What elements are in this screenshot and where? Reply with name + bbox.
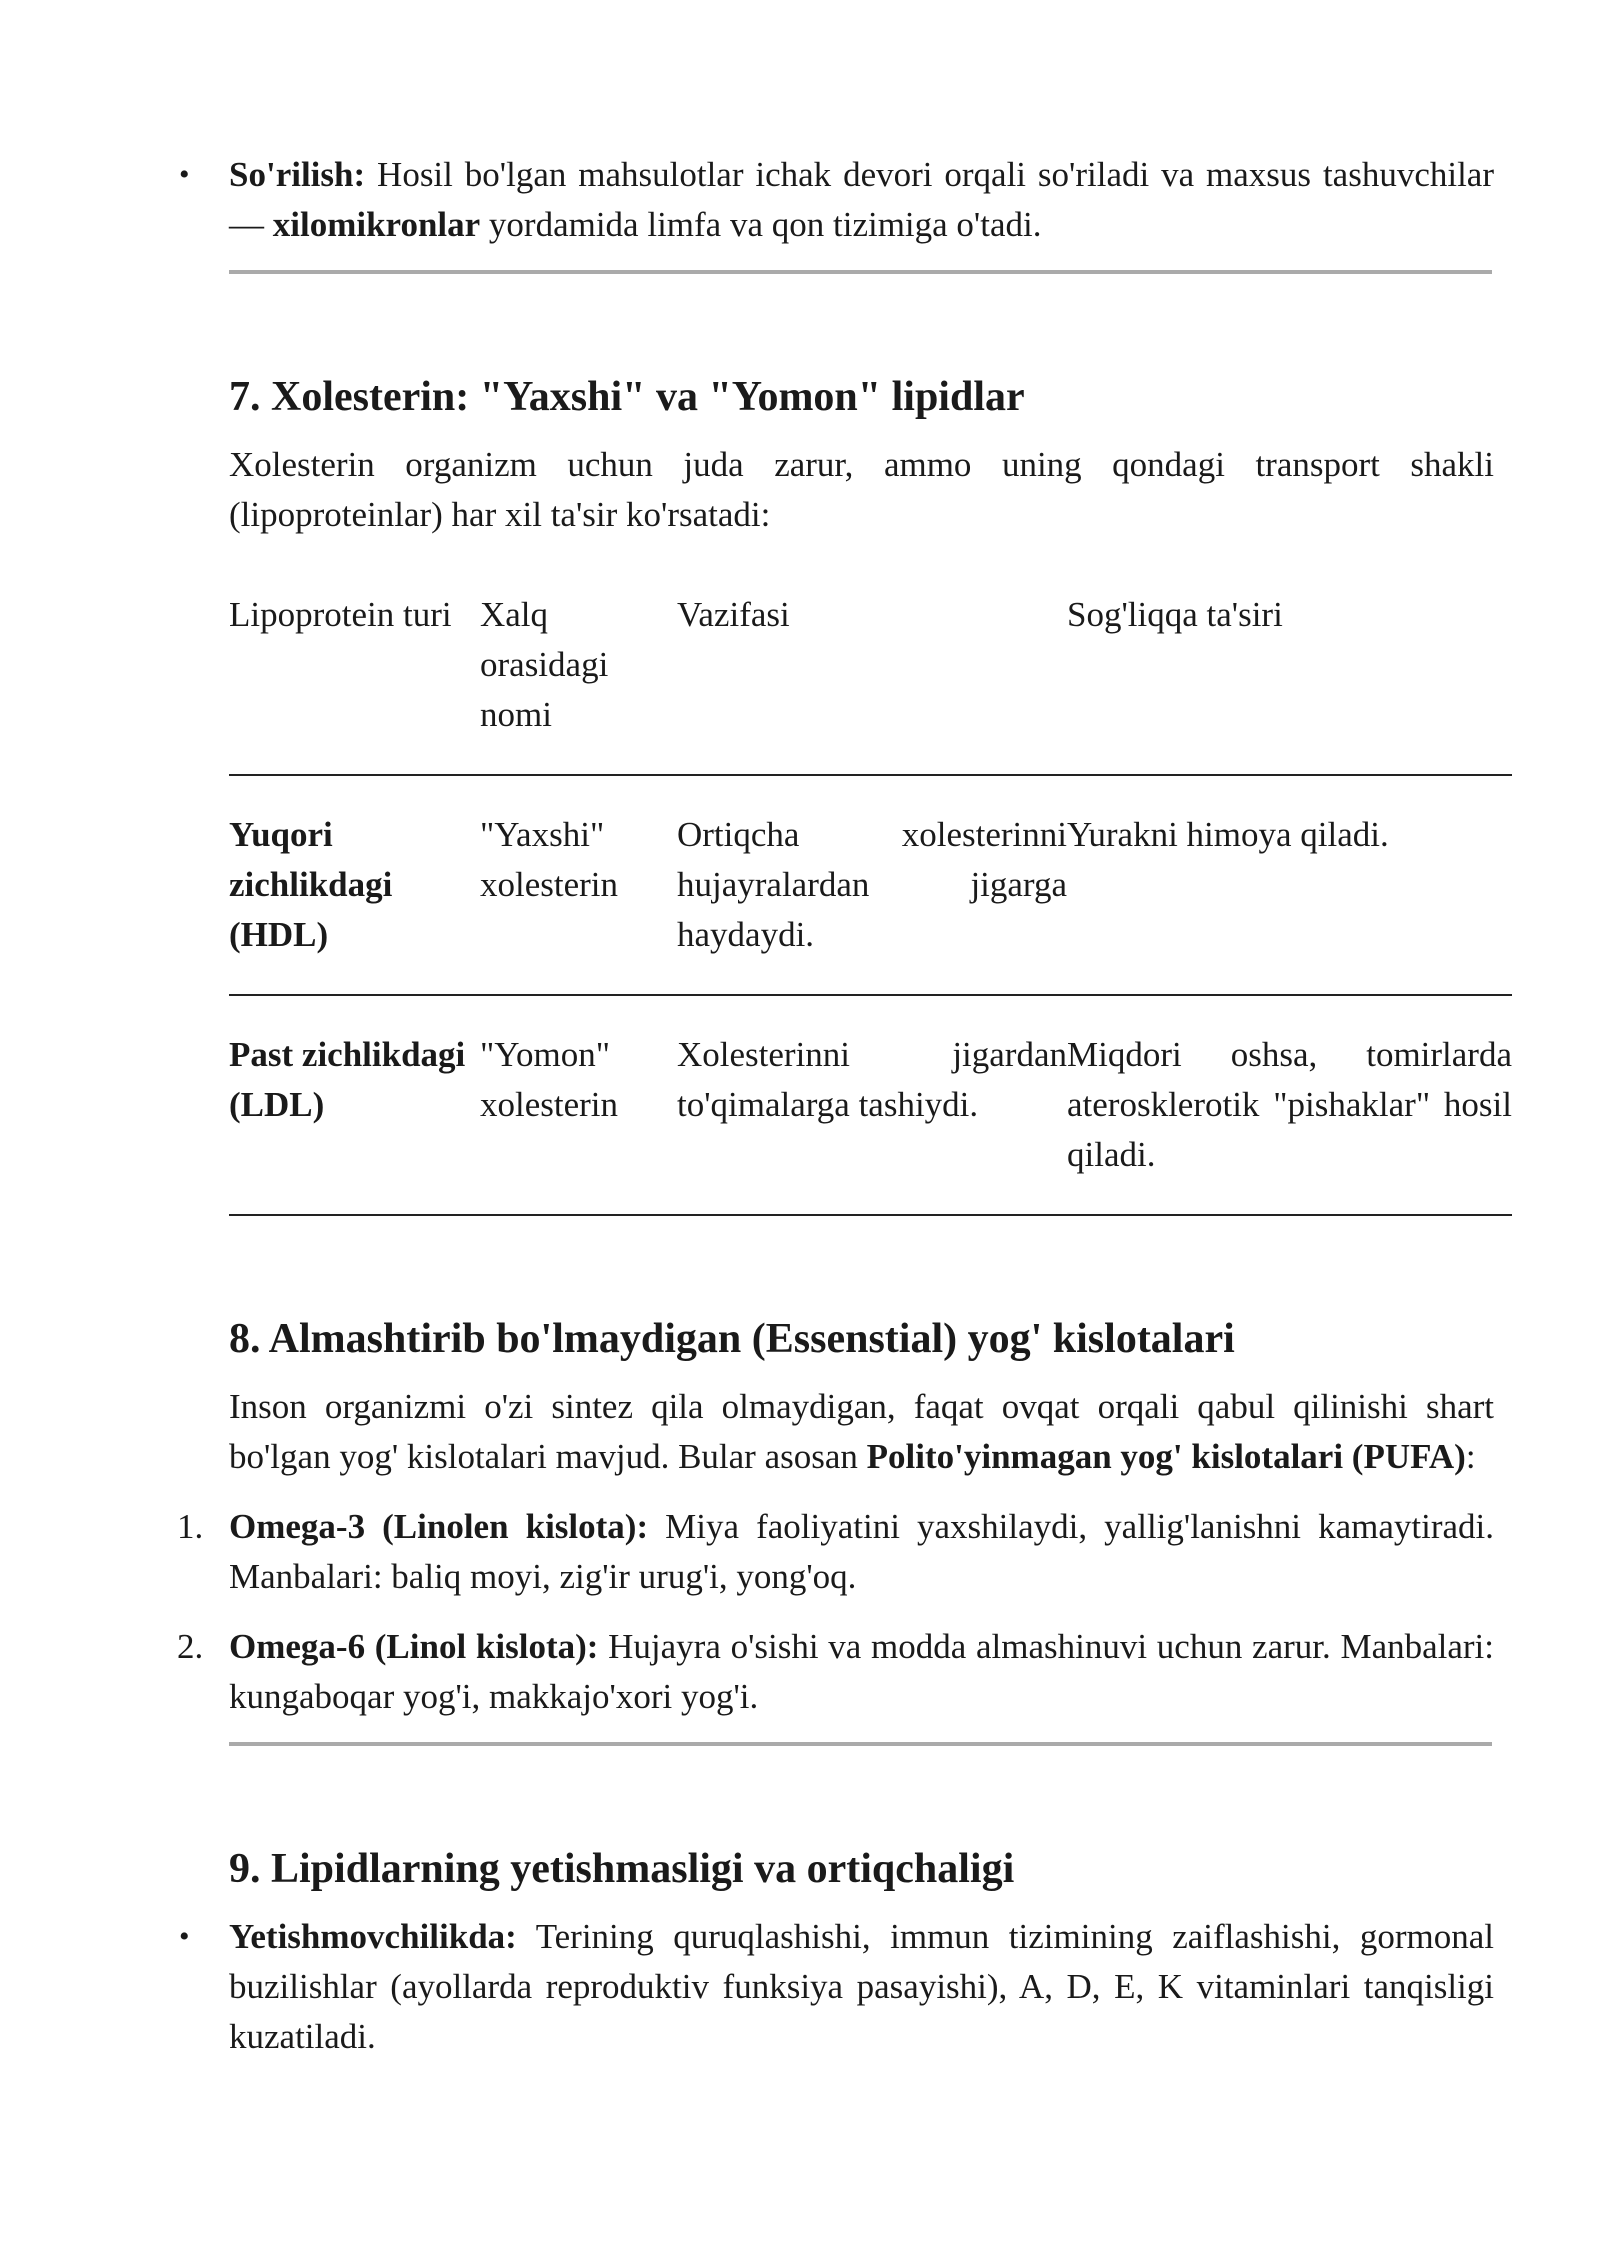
list-item-omega3	[177, 1502, 1494, 1602]
ldl-health-effect: Miqdori oshsa, tomirlarda aterosklerotik "pishaklar" hosil qiladi.	[1067, 995, 1512, 1215]
omega3-text: Miya faoliyatini yaxshilaydi, yallig'lanishni kamaytiradi. Manbalari: baliq moyi, zig'ir urug'i, yong'oq.	[229, 1507, 1494, 1596]
header-type: Lipoprotein turi	[229, 590, 480, 775]
table-header-row	[229, 590, 1512, 775]
table-row-ldl	[229, 995, 1512, 1215]
absorption-text-b: yordamida limfa va qon tizimiga o'tadi.	[480, 205, 1042, 244]
deficiency-text: Terining quruqlashishi, immun tizimining zaiflashishi, gormonal buzilishlar (ayollarda reproduktiv funksiya pasayishi), A, D, E, K vitaminlari tanqisligi kuzatiladi.	[229, 1917, 1494, 2056]
item-number: 2.	[177, 1627, 204, 1666]
absorption-list	[229, 150, 1494, 250]
ldl-type: Past zichlikdagi (LDL)	[229, 1035, 466, 1124]
header-health-effect: Sog'liqqa ta'siri	[1067, 590, 1512, 775]
ldl-function: Xolesterinni jigardan to'qimalarga tashiydi.	[677, 995, 1067, 1215]
item-number: 1.	[177, 1507, 204, 1546]
list-item-omega6	[177, 1622, 1495, 1722]
section8-text-b: :	[1465, 1437, 1476, 1476]
absorption-label: So'rilish:	[229, 155, 366, 194]
ldl-common-name: "Yomon" xolesterin	[480, 995, 677, 1215]
absorption-bullet	[229, 150, 1494, 250]
hdl-common-name: "Yaxshi" xolesterin	[480, 775, 677, 995]
hdl-function: Ortiqcha xolesterinni hujayralardan jigarga haydaydi.	[677, 775, 1067, 995]
section8-text-a: Inson organizmi o'zi sintez qila olmaydigan, faqat ovqat orqali qabul qilinishi shart bo'lgan yog' kislotalari mavjud. Bular asosan	[229, 1387, 1494, 1476]
hdl-health-effect: Yurakni himoya qiladi.	[1067, 775, 1512, 995]
omega6-text: Hujayra o'sishi va modda almashinuvi uchun zarur. Manbalari: kungaboqar yog'i, makkajo'xori yog'i.	[229, 1627, 1495, 1716]
deficiency-label: Yetishmovchilikda:	[229, 1917, 517, 1956]
deficiency-bullet	[229, 1912, 1494, 2062]
header-function: Vazifasi	[677, 590, 1067, 775]
essential-acids-list	[177, 1502, 1495, 1722]
header-common-name: Xalq orasidagi nomi	[480, 590, 677, 775]
section9-title: 9. Lipidlarning yetishmasligi va ortiqchaligi	[229, 1846, 1015, 1892]
section-divider	[229, 1742, 1492, 1746]
omega6-label: Omega-6 (Linol kislota):	[229, 1627, 599, 1666]
absorption-text-a: Hosil bo'lgan mahsulotlar ichak devori orqali so'riladi va maxsus tashuvchilar —	[229, 155, 1494, 244]
section7-paragraph: Xolesterin organizm uchun juda zarur, ammo uning qondagi transport shakli (lipoproteinlar) har xil ta'sir ko'rsatadi:	[229, 445, 1494, 534]
omega3-label: Omega-3 (Linolen kislota):	[229, 1507, 649, 1546]
section8-paragraph	[229, 1382, 1494, 1482]
table-row-hdl	[229, 775, 1512, 995]
lipoprotein-table	[229, 590, 1512, 1216]
hdl-type: Yuqori zichlikdagi (HDL)	[229, 815, 393, 954]
document-page	[177, 150, 1512, 2062]
pufa-term: Polito'yinmagan yog' kislotalari (PUFA)	[866, 1437, 1466, 1476]
chylomicrons-term: xilomikronlar	[272, 205, 481, 244]
section8-title: 8. Almashtirib bo'lmaydigan (Essenstial) yog' kislotalari	[229, 1316, 1235, 1362]
section-divider	[229, 270, 1492, 274]
deficiency-list	[229, 1912, 1494, 2062]
section7-title: 7. Xolesterin: "Yaxshi" va "Yomon" lipidlar	[229, 374, 1025, 420]
